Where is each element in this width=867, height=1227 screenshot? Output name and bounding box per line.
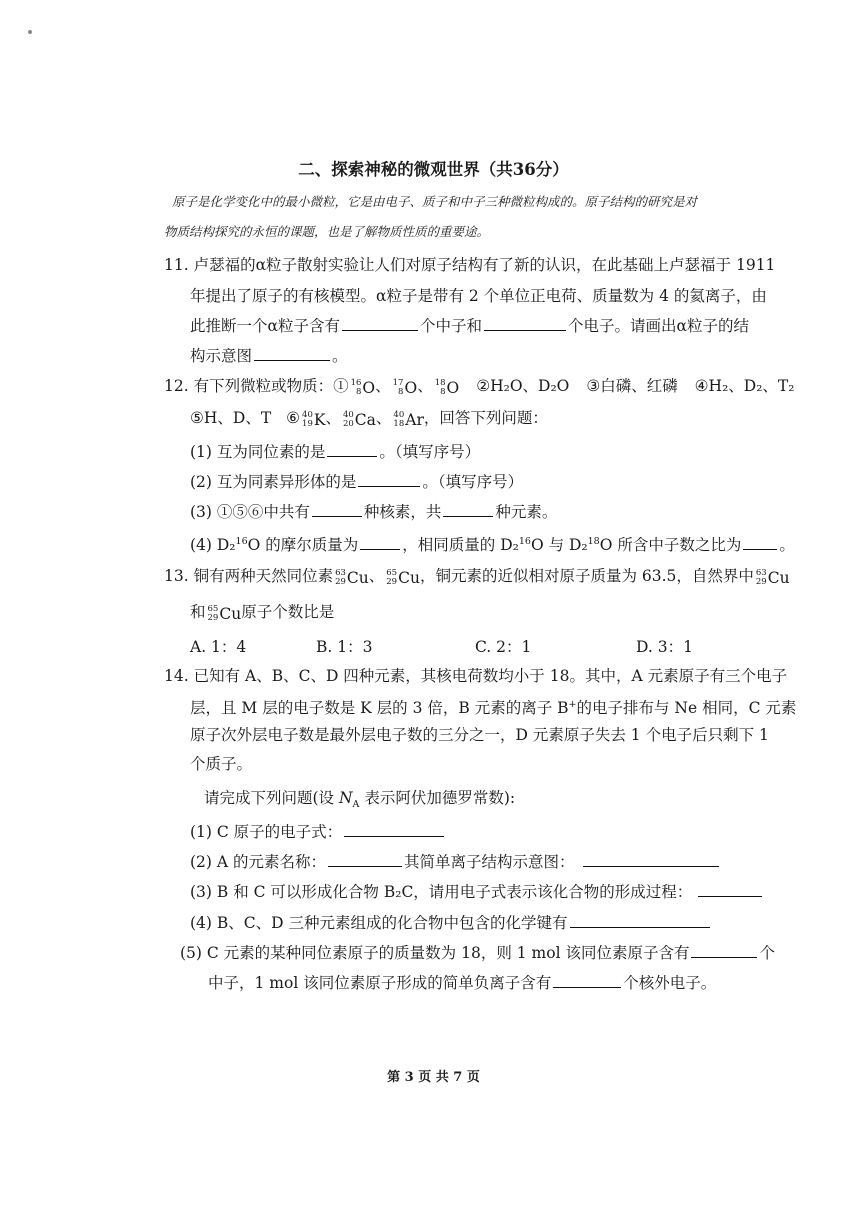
- q11-text-d: 构示意图: [190, 347, 253, 365]
- q14-prompt-b: 表示阿伏加德罗常数):: [359, 789, 516, 807]
- q14-prompt-a: 请完成下列问题(设: [204, 789, 339, 807]
- q14-sub5-text-c: 中子，1 mol 该同位素原子形成的简单负离子含有: [208, 974, 552, 992]
- q14-sub1-blank[interactable]: [344, 822, 444, 837]
- q14-sub3: [190, 882, 764, 902]
- q14-sub3-blank[interactable]: [698, 882, 762, 897]
- q12-item4: ④H₂、D₂、T₂: [694, 377, 795, 395]
- q12-sub3-text-b: 种核素，共: [363, 503, 442, 521]
- q12-sub4-text-c: ，相同质量的 D₂: [402, 536, 519, 555]
- sep: 、: [375, 409, 392, 427]
- q12-sub4-molar-blank[interactable]: [360, 535, 400, 550]
- nuclide-o16: 16 8 O: [350, 377, 376, 397]
- intro-text-line-1: 原子是化学变化中的最小微粒，它是由电子、质子和中子三种微粒构成的。原子结构的研究是对: [172, 194, 698, 209]
- page-footer: 第 3 页 共 7 页: [387, 1070, 480, 1085]
- q12-sub4-text-f: 。: [779, 536, 795, 555]
- q12-sub3-nuclide-blank[interactable]: [312, 502, 362, 517]
- q12-sub4: [190, 532, 795, 555]
- q12-sub4-sup1: 16: [235, 536, 248, 547]
- q12-item3: ③白磷、红磷: [586, 377, 678, 395]
- q14-text-a: 层，且 M 层的电子数是 K 层的 3 倍，B 元素的离子 B: [190, 699, 569, 718]
- q12-tail: ，回答下列问题：: [423, 409, 548, 427]
- q11-neutron-blank[interactable]: [342, 316, 418, 331]
- section-title: 二、探索神秘的微观世界（共36分）: [298, 160, 569, 179]
- intro-text-line-2: 物质结构探究的永恒的课题，也是了解物质性质的重要途。: [164, 224, 490, 239]
- q14-line-1: 14. 已知有 A、B、C、D 四种元素，其核电荷数均小于 18。其中，A 元素原子有三个电子: [164, 667, 788, 685]
- q14-sub5-line-1: [180, 943, 775, 963]
- q11-text-c: 个电子。请画出α粒子的结: [567, 317, 749, 335]
- q12-line-2: [190, 408, 548, 430]
- q14-sub5-text-d: 个核外电子。: [623, 974, 717, 992]
- q14-sub4-text: (4) B、C、D 三种元素组成的化合物中包含的化学键有: [190, 914, 568, 932]
- nuclide-ca40: 40 20 Ca: [342, 409, 376, 429]
- q14-sub2: [190, 852, 721, 872]
- q12-sub4-text-e: O 所含中子数之比为: [599, 536, 742, 555]
- sep: 、: [325, 409, 341, 427]
- q12-sub3-text-c: 种元素。: [495, 503, 558, 521]
- q14-line-2: [190, 695, 796, 718]
- q11-line-1: 11. 卢瑟福的α粒子散射实验让人们对原子结构有了新的认识，在此基础上卢瑟福于 1911: [164, 256, 776, 274]
- q11-line-2: 年提出了原子的有核模型。α粒子是带有 2 个单位正电荷、质量数为 4 的氦离子，由: [190, 287, 767, 305]
- nuclide-cu63: 63 29 Cu: [335, 567, 369, 587]
- q12-sub2-blank[interactable]: [358, 472, 420, 487]
- q12-sub3: [190, 502, 557, 522]
- q12-sub1-blank[interactable]: [327, 442, 377, 457]
- q12-item5: ⑤H、D、T: [190, 409, 272, 427]
- q14-line-4: 个质子。: [190, 755, 253, 773]
- q12-sub4-text-b: O 的摩尔质量为: [247, 536, 359, 555]
- nuclide-k40: 40 19 K: [302, 409, 326, 429]
- q14-sub5-line-2: [208, 973, 716, 993]
- q12-item2: ②H₂O、D₂O: [476, 377, 570, 395]
- q14-sub2-text-a: (2) A 的元素名称：: [190, 853, 327, 871]
- q13-option-b[interactable]: B. 1：3: [316, 638, 373, 656]
- q14-sub3-text: (3) B 和 C 可以形成化合物 B₂C，请用电子式表示该化合物的形成过程：: [190, 883, 693, 901]
- nuclide-cu65-ref: 65 29 Cu: [207, 603, 242, 623]
- q12-sub4-sup2: 16: [518, 536, 531, 547]
- q12-item6-lead: ⑥: [286, 409, 301, 427]
- nuclide-cu65: 65 29 Cu: [386, 567, 420, 587]
- sep: 、: [368, 567, 385, 585]
- sep: 、: [375, 377, 391, 395]
- q12-line-1: [164, 376, 794, 398]
- q12-sub3-text-a: (3) ①⑤⑥中共有: [190, 503, 310, 521]
- q13-text-d: 原子个数比是: [241, 603, 335, 621]
- q12-sub1-text: (1) 互为同位素的是: [190, 443, 326, 461]
- q11-text-a: 此推断一个α粒子含有: [190, 317, 340, 335]
- q14-prompt: [204, 788, 515, 815]
- q14-sub5-text-b: 个: [759, 944, 775, 962]
- q14-sub4-blank[interactable]: [570, 913, 710, 928]
- q12-sub3-element-blank[interactable]: [443, 502, 493, 517]
- q11-line-3: [190, 316, 749, 336]
- q11-text-e: 。: [332, 347, 348, 365]
- q13-option-a[interactable]: A. 1：4: [190, 638, 247, 656]
- q13-text-a: 13. 铜有两种天然同位素: [164, 567, 334, 585]
- scan-speck: [28, 30, 32, 34]
- nuclide-cu63-ref: 63 29 Cu: [755, 567, 790, 587]
- nuclide-o17: 17 8 O: [392, 377, 418, 397]
- q14-sub1: [190, 822, 446, 842]
- q12-sub4-ratio-blank[interactable]: [743, 535, 777, 550]
- q11-diagram-blank[interactable]: [254, 346, 330, 361]
- q12-sub4-text-d: O 与 D₂: [530, 536, 588, 555]
- q13-line-2: [190, 602, 334, 624]
- q14-na-sub: A: [352, 799, 360, 811]
- q12-sub2-text: (2) 互为同素异形体的是: [190, 473, 357, 491]
- q12-sub2: [190, 472, 523, 492]
- q14-sub1-text: (1) C 原子的电子式：: [190, 823, 343, 841]
- q12-sub1: [190, 442, 480, 462]
- q12-sub4-text-a: (4) D₂: [190, 536, 236, 555]
- q14-sup: +: [568, 699, 577, 710]
- q14-sub2-text-b: 其简单离子结构示意图：: [404, 853, 575, 871]
- q14-sub2-diagram-blank[interactable]: [583, 852, 719, 867]
- nuclide-ar40: 40 18 Ar: [393, 409, 424, 429]
- q14-sub2-name-blank[interactable]: [328, 852, 402, 867]
- q12-sub1-hint: 。（填写序号）: [379, 443, 481, 461]
- q14-sub4: [190, 913, 712, 933]
- q11-line-4: [190, 346, 348, 366]
- q14-sub5-electron-blank[interactable]: [553, 973, 621, 988]
- q13-line-1: [164, 566, 790, 588]
- q13-text-b: ，铜元素的近似相对原子质量为 63.5，自然界中: [419, 567, 754, 585]
- q14-line-3: 原子次外层电子数是最外层电子数的三分之一，D 元素原子失去 1 个电子后只剩下 1: [190, 726, 769, 744]
- q14-sub5-neutron-blank[interactable]: [691, 943, 757, 958]
- q12-lead: 12. 有下列微粒或物质：①: [164, 377, 349, 395]
- q13-option-d[interactable]: D. 3：1: [636, 638, 693, 656]
- q11-text-b: 个中子和: [419, 317, 482, 335]
- nuclide-o18: 18 8 O: [434, 377, 460, 397]
- q13-option-c[interactable]: C. 2：1: [475, 638, 532, 656]
- q14-na: N: [338, 789, 353, 807]
- q13-text-c: 和: [190, 603, 206, 621]
- q12-sub4-sup3: 18: [587, 536, 600, 547]
- q14-sub5-text-a: (5) C 元素的某种同位素原子的质量数为 18，则 1 mol 该同位素原子含有: [180, 944, 690, 962]
- q12-sub2-hint: 。（填写序号）: [422, 473, 524, 491]
- q11-electron-blank[interactable]: [484, 316, 566, 331]
- q14-text-b: 的电子排布与 Ne 相同，C 元素: [576, 699, 797, 718]
- sep: 、: [417, 377, 433, 395]
